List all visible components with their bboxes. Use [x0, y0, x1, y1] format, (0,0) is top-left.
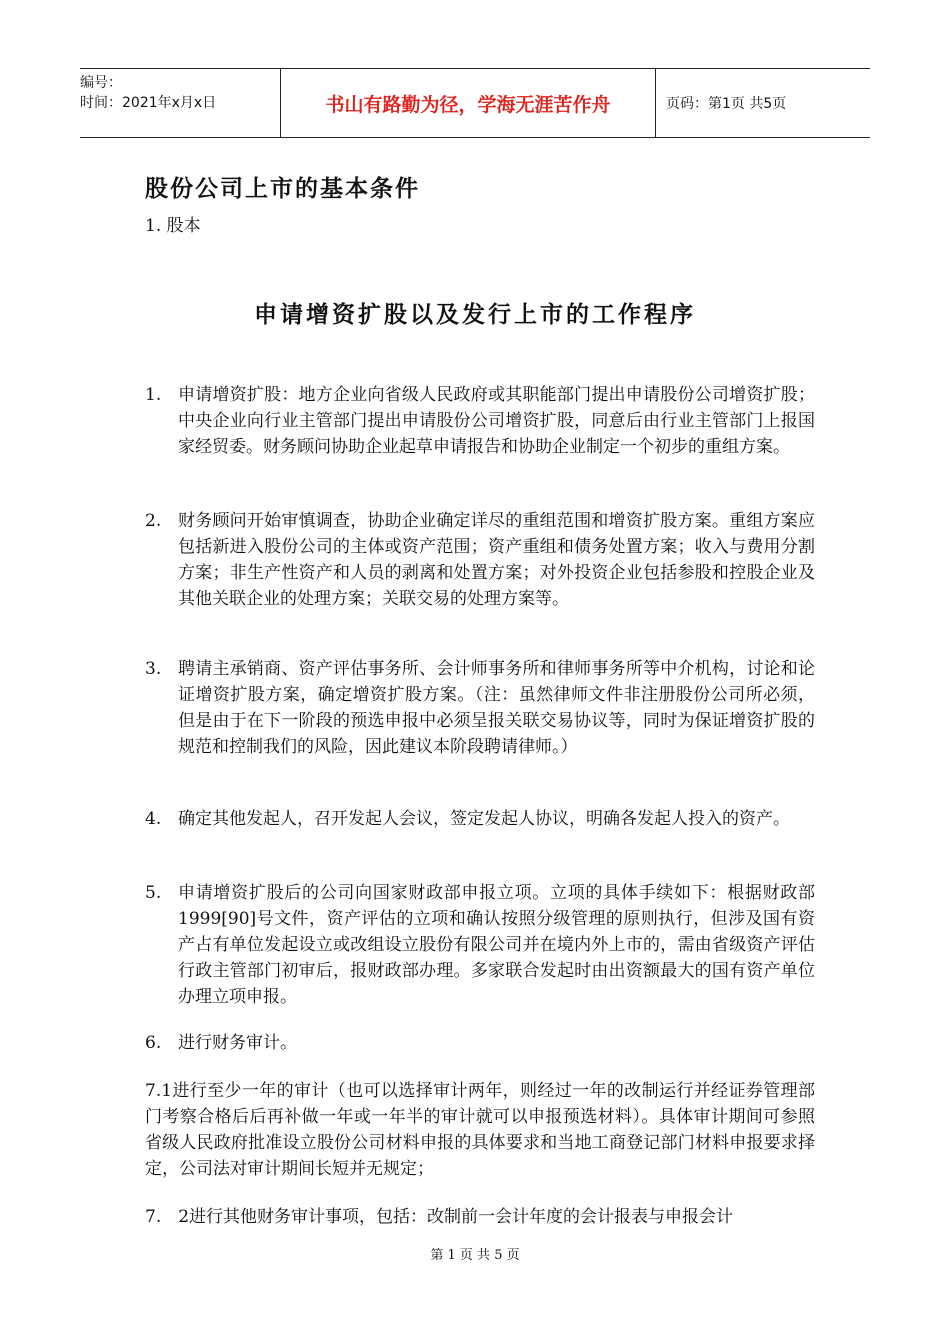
- page-footer: 第 1 页 共 5 页: [430, 1248, 520, 1263]
- list-item-number: 5.: [145, 883, 162, 903]
- section-title: 股份公司上市的基本条件: [145, 176, 420, 202]
- list-item: [145, 656, 815, 760]
- list-item-text: 申请增资扩股后的公司向国家财政部申报立项。立项的具体手续如下：根据财政部1999[90]号文件，资产评估的立项和确认按照分级管理的原则执行，但涉及国有资产占有单位发起设立或改组设立股份有限公司并在境内外上市的，需由省级资产评估行政主管部门初审后，报财政部办理。多家联合发起时由出资额最大的国有资产单位办理立项申报。: [178, 883, 815, 1007]
- list-item: [145, 880, 815, 1010]
- list-item: [145, 806, 815, 832]
- paragraph-7-1: [145, 1078, 815, 1182]
- list-item: [145, 1030, 815, 1056]
- list-item-text: 确定其他发起人，召开发起人会议，签定发起人协议，明确各发起人投入的资产。: [178, 809, 790, 829]
- list-item: [145, 508, 815, 612]
- list-item-text: 申请增资扩股：地方企业向省级人民政府或其职能部门提出申请股份公司增资扩股；中央企业向行业主管部门提出申请股份公司增资扩股，同意后由行业主管部门上报国家经贸委。财务顾问协助企业起草申请报告和协助企业制定一个初步的重组方案。: [178, 385, 815, 457]
- list-item-number: 4.: [145, 809, 162, 829]
- paragraph-text: 7.1进行至少一年的审计（也可以选择审计两年，则经过一年的改制运行并经证券管理部门考察合格后后再补做一年或一年半的审计就可以申报预选材料）。具体审计期间可参照省级人民政府批准设立股份公司材料申报的具体要求和当地工商登记部门材料申报要求择定，公司法对审计期间长短并无规定；: [145, 1081, 815, 1179]
- paragraph-7-2: [145, 1204, 815, 1230]
- main-heading: 申请增资扩股以及发行上市的工作程序: [254, 302, 696, 328]
- list-item-text: 进行财务审计。: [178, 1033, 297, 1053]
- header-motto: 书山有路勤为径，学海无涯苦作舟: [280, 69, 656, 137]
- list-item: [145, 382, 815, 460]
- list-item-text: 财务顾问开始审慎调查，协助企业确定详尽的重组范围和增资扩股方案。重组方案应包括新进入股份公司的主体或资产范围；资产重组和债务处置方案；收入与费用分割方案；非生产性资产和人员的剥离和处置方案；对外投资企业包括参股和控股企业及其他关联企业的处理方案；关联交易的处理方案等。: [178, 511, 815, 609]
- section-subtitle: 1. 股本: [145, 216, 201, 236]
- list-item-text: 聘请主承销商、资产评估事务所、会计师事务所和律师事务所等中介机构，讨论和论证增资扩股方案，确定增资扩股方案。（注：虽然律师文件非注册股份公司所必须，但是由于在下一阶段的预选申报中必须呈报关联交易协议等，同时为保证增资扩股的规范和控制我们的风险，因此建议本阶段聘请律师。）: [178, 659, 815, 757]
- header-meta: [80, 69, 280, 141]
- list-item-number: 2.: [145, 511, 162, 531]
- list-item-number: 6.: [145, 1033, 162, 1053]
- paragraph-text: 7. 2进行其他财务审计事项，包括：改制前一会计年度的会计报表与申报会计: [145, 1207, 734, 1227]
- list-item-number: 1.: [145, 385, 162, 405]
- doc-number-label: 编号：: [80, 75, 122, 91]
- header-page-info: 页码：第1页 共5页: [666, 96, 787, 112]
- list-item-number: 3.: [145, 659, 162, 679]
- page-header: [80, 68, 870, 138]
- doc-time-label: 时间：2021年x月x日: [80, 95, 217, 111]
